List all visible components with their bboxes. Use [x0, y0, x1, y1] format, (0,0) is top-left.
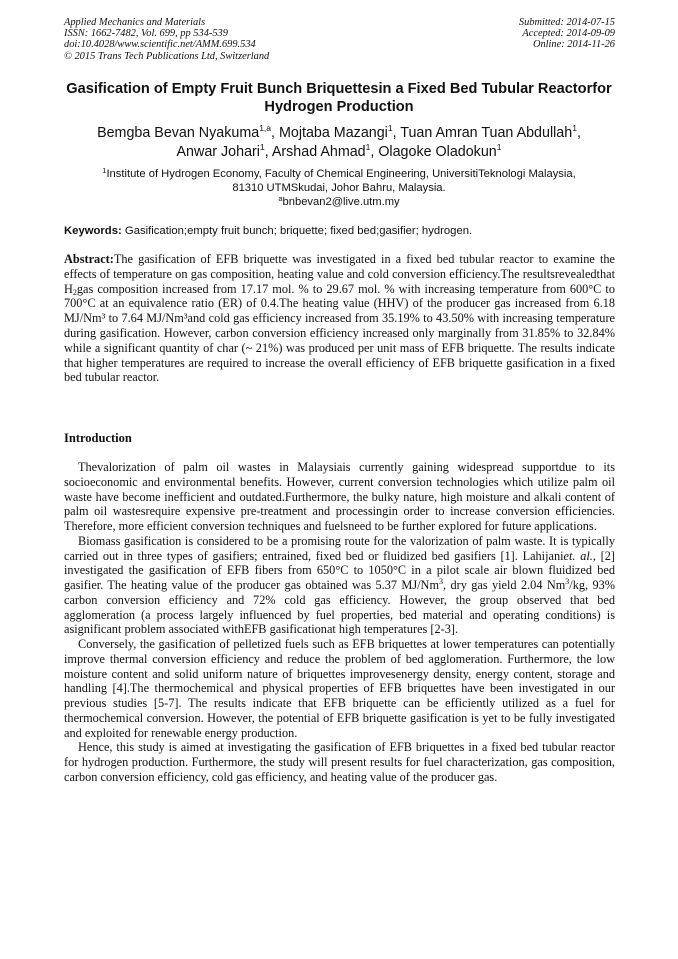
affiliation-line: $^1$Institute of Hydrogen Economy, Faculty of Chemical Engineering, UniversitiTeknologi Malaysia, [102, 166, 576, 180]
introduction-body [64, 460, 615, 785]
paper-title: Gasification of Empty Fruit Bunch Briquettesin a Fixed Bed Tubular Reactorfor Hydrogen Production [66, 81, 612, 115]
paragraph: Biomass gasification is considered to be a promising route for the valorization of palm waste. It is typically carried out in three types of gasifiers; entrained, fixed bed or fluidized bed gasifiers [1]. Lahijaniet. al., [2] investigated the gasification of EFB fibers from 650°C to 1050°C in a pilot scale air blown fluidized bed gasifier. The heating value of the producer gas obtained was 5.37 MJ/Nm$^3$, dry gas yield 2.04 Nm$^3$/kg, 93% carbon conversion efficiency and 72% cold gas efficiency. However, the group observed that bed agglomeration (a process largely influenced by fuel properties, bed material and operating conditions) is asignificant problem associated withEFB gasificationat high temperatures [2-3]. [64, 533, 615, 637]
author: Tuan Amran Tuan Abdullah$^1$, [400, 123, 581, 141]
submitted-date: Submitted: 2014-07-15 [518, 17, 615, 28]
keywords-text: Gasification;empty fruit bunch; briquette; fixed bed;gasifier; hydrogen. [121, 225, 473, 237]
affiliation [60, 167, 618, 210]
publication-dates [519, 17, 615, 51]
author-list [52, 124, 626, 162]
contact-email[interactable]: $^a$bnbevan2@live.utm.my [278, 194, 400, 209]
accepted-date: Accepted: 2014-09-09 [522, 28, 615, 40]
author: Mojtaba Mazangi$^1$, [278, 123, 401, 141]
abstract: Abstract:The gasification of EFB briquette was investigated in a fixed bed tubular reactor to examine the effects of temperature on gas composition, heating value and cold conversion efficiency.The resultsrevealedthat $H_2gas$ composition increased from 17.17 mol. % to 29.67 mol. % with increasing temperature from 600°C to 700°C at an equivalence ratio (ER) of 0.4.The heating value (HHV) of the producer gas increased from 6.18 MJ/Nm³ to 7.64 MJ/Nm³and cold gas efficiency increased from 35.19% to 43.50% with increasing temperature during gasification. However, carbon conversion efficiency increased only marginally from 31.85% to 32.84% while a significant quantity of char (~ 21%) was produced per unit mass of EFB briquette. The results indicate that higher temperatures are required to increase the overall efficiency of EFB briquette gasification in a fixed bed tubular reactor. [64, 252, 615, 385]
online-date: Online: 2014-11-26 [532, 39, 615, 51]
journal-issn: ISSN: 1662-7482, Vol. 699, pp 534-539 [64, 28, 228, 40]
author: Bemgba Bevan Nyakuma$^{1,a}$, [97, 123, 279, 141]
paragraph: Conversely, the gasification of pelletized fuels such as EFB briquettes at lower temperatures can potentially improve thermal conversion efficiency and reduce the problem of bed agglomeration. Furthermore, the low moisture content and solid uniform nature of briquettes improvesenergy density, energy content, storage and handling [4].The thermochemical and physical properties of EFB briquettes have been investigated in our previous studies [5-7]. The results indicate that EFB briquette can be efficiently utilized as a fuel for thermochemical conversion. However, the potential of EFB briquette gasification is yet to be fully investigated and exploited for renewable energy production. [64, 637, 615, 740]
keywords-label: Keywords: [64, 225, 122, 237]
affiliation-line: 81310 UTMSkudai, Johor Bahru, Malaysia. [232, 182, 446, 195]
author: Arshad Ahmad$^1$, [271, 142, 379, 160]
abstract-label: Abstract: [64, 252, 114, 266]
author: Anwar Johari$^1$, [176, 142, 272, 160]
journal-copyright: © 2015 Trans Tech Publications Ltd, Switzerland [64, 50, 270, 62]
journal-info [64, 17, 269, 62]
journal-doi[interactable]: doi:10.4028/www.scientific.net/AMM.699.534 [64, 39, 256, 51]
paragraph: Thevalorization of palm oil wastes in Malaysiais currently gaining widespread supportdue to its socioeconomic and environmental benefits. However, current conversion technologies which utilize palm oil waste have become inefficient and outdated.Furthermore, the bulky nature, high moisture and alkali content of palm oil wastesrequire expensive pre-treatment and processingin order to increase conversion efficiencies. Therefore, more efficient conversion techniques and fuelsneed to be further explored for future applications. [64, 460, 615, 533]
keywords [64, 224, 616, 238]
author: Olagoke Oladokun$^1$ [378, 142, 502, 160]
section-heading-introduction: Introduction [64, 431, 132, 445]
paragraph: Hence, this study is aimed at investigating the gasification of EFB briquettes in a fixed bed tubular reactor for hydrogen production. Furthermore, the study will present results for fuel characterization, gas composition, carbon conversion efficiency, cold gas efficiency, and heating value of the producer gas. [64, 740, 615, 784]
journal-name: Applied Mechanics and Materials [64, 17, 206, 28]
